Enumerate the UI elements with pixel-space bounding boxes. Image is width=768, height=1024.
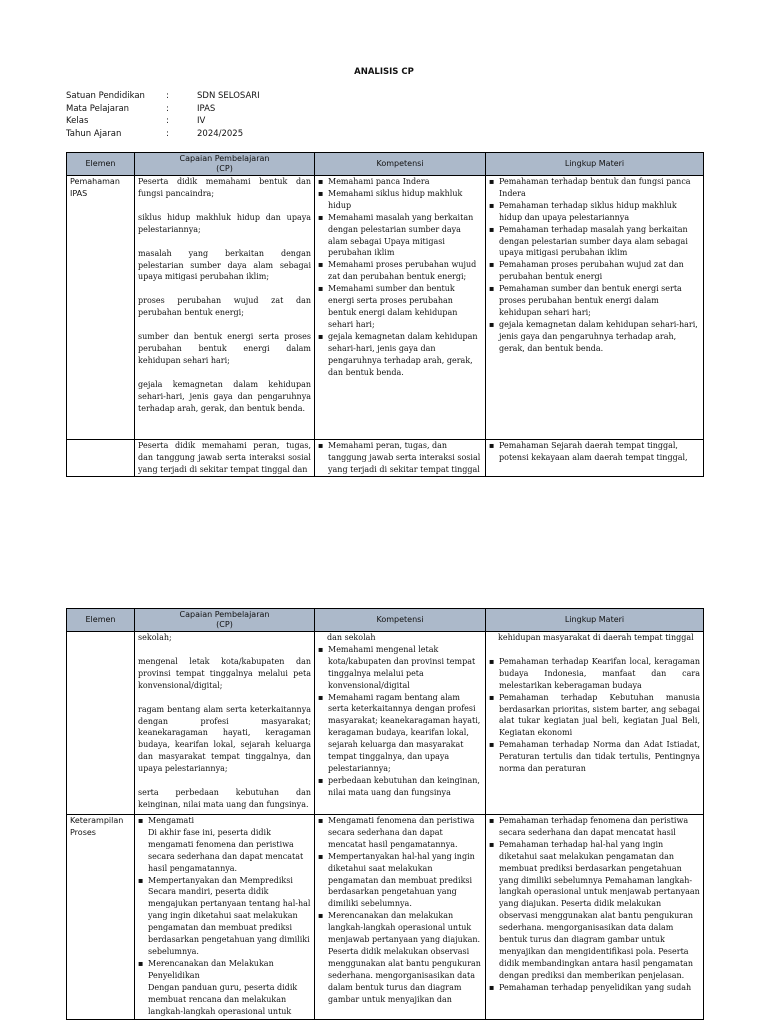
- blank-line: [489, 644, 700, 656]
- list-item: ▪ Pemahaman terhadap fenomena dan peristiwa secara sederhana dan dapat mencatat hasil: [498, 815, 700, 839]
- list-item: ▪ Pemahaman proses perubahan wujud zat dan perubahan bentuk energi: [498, 259, 700, 283]
- meta-row-mapel: [66, 103, 260, 116]
- header-cp: [135, 609, 315, 632]
- list-item: ▪ gejala kemagnetan dalam kehidupan sehari-hari, jenis gaya dan pengaruhnya terhadap arah, gerak, dan bentuk benda.: [498, 319, 700, 355]
- blank-line: [138, 283, 311, 295]
- list-item: ▪ Memahami proses perubahan wujud zat dan perubahan bentuk energi;: [327, 259, 482, 283]
- list-item: ▪ Memahami panca Indera: [327, 176, 482, 188]
- header-cp-line2: (CP): [216, 620, 233, 629]
- cp-paragraph: proses perubahan wujud zat dan perubahan bentuk energi;: [138, 296, 311, 318]
- elemen-cell: [67, 632, 135, 815]
- lingkup-cell: [486, 632, 704, 815]
- header-cp: [135, 153, 315, 176]
- blank-line: [138, 367, 311, 379]
- identity-block: [66, 90, 260, 140]
- meta-row-kelas: [66, 115, 260, 128]
- meta-value: IV: [197, 116, 206, 126]
- header-kompetensi: Kompetensi: [315, 609, 486, 632]
- lingkup-list: [489, 656, 700, 775]
- kompetensi-list: [318, 440, 482, 476]
- cp-item-body: Dengan panduan guru, peserta didik membuat rencana dan melakukan langkah-langkah operasional untuk: [148, 982, 298, 1016]
- analysis-table-page-1: [66, 152, 704, 477]
- meta-colon: :: [166, 128, 169, 139]
- meta-row-satuan: [66, 90, 260, 103]
- list-item: ▪ perbedaan kebutuhan dan keinginan, nilai mata uang dan fungsinya: [327, 775, 482, 799]
- header-lingkup: Lingkup Materi: [486, 153, 704, 176]
- cp-paragraph: sekolah;: [138, 633, 172, 642]
- kompetensi-cell: [315, 815, 486, 1020]
- list-item: ▪ Mengamati fenomena dan peristiwa secara sederhana dan dapat mencatat hasil pengamatannya.: [327, 815, 482, 851]
- lingkup-continuation: kehidupan masyarakat di daerah tempat tinggal: [498, 633, 694, 642]
- cp-paragraph: masalah yang berkaitan dengan pelestarian sumber daya alam sebagai upaya mitigasi perubahan iklim;: [138, 248, 311, 282]
- cp-item-head: ▪ Mengamati: [148, 816, 195, 825]
- cp-paragraph: sumber dan bentuk energi serta proses perubahan bentuk energi dalam kehidupan sehari hari;: [138, 332, 311, 365]
- cp-item-body: Secara mandiri, peserta didik mengajukan pertanyaan tentang hal-hal yang ingin diketahui saat melakukan pengamatan dan membuat prediksi berdasarkan pengetahuan yang dimiliki sebelumnya.: [148, 887, 311, 956]
- table-row: [67, 440, 704, 477]
- meta-row-tahun: [66, 128, 260, 141]
- meta-label: Mata Pelajaran: [66, 103, 130, 114]
- blank-line: [138, 319, 311, 331]
- cp-cell: [135, 176, 315, 440]
- cp-paragraph: mengenal letak kota/kabupaten dan provinsi tempat tinggalnya melalui peta konvensional/digital;: [138, 656, 311, 690]
- kompetensi-continuation: dan sekolah: [327, 633, 376, 642]
- cp-paragraph: siklus hidup makhluk hidup dan upaya pelestariannya;: [138, 212, 311, 234]
- lingkup-cell: [486, 815, 704, 1020]
- lingkup-clip: [489, 815, 700, 1019]
- meta-colon: :: [166, 91, 169, 101]
- cp-paragraph: Peserta didik memahami peran, tugas, dan tanggung jawab serta interaksi sosial yang terjadi di sekitar tempat tinggal dan: [138, 441, 311, 474]
- lingkup-cell: [486, 176, 704, 440]
- cp-cell: [135, 632, 315, 815]
- lingkup-list: [489, 176, 700, 355]
- list-item: ▪ Pemahaman Sejarah daerah tempat tinggal, potensi kekayaan alam daerah tempat tinggal,: [498, 440, 700, 464]
- cp-paragraph: Peserta didik memahami bentuk dan fungsi pancaindra;: [138, 177, 311, 198]
- cp-item-body: Di akhir fase ini, peserta didik mengamati fenomena dan peristiwa secara sederhana dan dapat mencatat hasil pengamatannya.: [148, 827, 304, 873]
- blank-line: [138, 775, 311, 787]
- meta-label: Tahun Ajaran: [66, 128, 122, 139]
- cp-clip: [138, 815, 311, 1019]
- list-item: ▪ Pemahaman terhadap hal-hal yang ingin diketahui saat melakukan pengamatan dan membuat prediksi berdasarkan pengetahuan yang dimiliki sebelumnya Pemahaman langkah-langkah operasional untuk menjawab pertanyaan yang diajukan. Peserta didik melakukan observasi menggunakan alat bantu pengukuran sederhana. mengorganisasikan data dalam bentuk turus dan diagram gambar untuk menyajikan dan mengidentifikasi pola. Peserta didik membandingkan antara hasil pengamatan dengan prediksi dan memberikan penjelasan.: [498, 839, 700, 982]
- list-item: ▪ Memahami mengenal letak kota/kabupaten dan provinsi tempat tinggalnya melalui peta konvensional/digital: [327, 644, 482, 692]
- elemen-cell: [67, 440, 135, 477]
- list-item: ▪ Memahami ragam bentang alam serta keterkaitannya dengan profesi masyarakat; keanekaragaman hayati, keragaman budaya, kearifan lokal, sejarah keluarga dan masyarakat tempat tinggalnya, dan upaya pelestariannya;: [327, 692, 482, 775]
- cp-paragraph: ragam bentang alam serta keterkaitannya dengan profesi masyarakat; keanekaragaman hayati, keragaman budaya, kearifan lokal, sejarah keluarga dan masyarakat tempat tinggalnya, dan upaya pelestariannya;: [138, 704, 311, 774]
- cp-list: [138, 815, 311, 1017]
- meta-value: SDN SELOSARI: [197, 91, 260, 101]
- header-elemen: Elemen: [67, 153, 135, 176]
- table-row: [67, 632, 704, 815]
- list-item: ▪ Memahami masalah yang berkaitan dengan pelestarian sumber daya alam sebagai Upaya mitigasi perubahan iklim: [327, 212, 482, 260]
- cp-item-head: ▪ Merencanakan dan Melakukan Penyelidikan: [148, 958, 274, 980]
- blank-line: [138, 236, 311, 248]
- table-row: [67, 815, 704, 1020]
- header-cp-line1: Capaian Pembelajaran: [179, 610, 270, 619]
- kompetensi-clip: [318, 815, 482, 1019]
- list-item: ▪ Merencanakan dan melakukan langkah-langkah operasional untuk menjawab pertanyaan yang diajukan. Peserta didik melakukan observasi menggunakan alat bantu pengukuran sederhana. mengorganisasikan data dalam bentuk turus dan diagram gambar untuk menyajikan dan: [327, 910, 482, 1005]
- header-kompetensi: Kompetensi: [315, 153, 486, 176]
- list-item: ▪ Pemahaman terhadap Kearifan local, keragaman budaya Indonesia, manfaat dan cara melestarikan keberagaman budaya: [498, 656, 700, 692]
- table-header-row: [67, 609, 704, 632]
- cp-item-head: ▪ Mempertanyakan dan Memprediksi: [148, 875, 293, 885]
- list-item: ▪ Memahami sumber dan bentuk energi serta proses perubahan bentuk energi dalam kehidupan sehari hari;: [327, 283, 482, 331]
- kompetensi-cell: [315, 440, 486, 477]
- list-item: [147, 815, 311, 875]
- list-item: ▪ Pemahaman terhadap penyelidikan yang sudah: [498, 982, 700, 994]
- list-item: ▪ gejala kemagnetan dalam kehidupan sehari-hari, jenis gaya dan pengaruhnya terhadap arah, gerak, dan bentuk benda.: [327, 331, 482, 379]
- cp-paragraph: gejala kemagnetan dalam kehidupan sehari-hari, jenis gaya dan pengaruhnya terhadap arah, gerak, dan bentuk benda.: [138, 379, 311, 413]
- meta-label: Kelas: [66, 116, 89, 126]
- cp-cell: [135, 440, 315, 477]
- list-item: ▪ Pemahaman terhadap siklus hidup makhluk hidup dan upaya pelestariannya: [498, 200, 700, 224]
- document-title: ANALISIS CP: [354, 67, 414, 77]
- list-item: ▪ Memahami peran, tugas, dan tanggung jawab serta interaksi sosial yang terjadi di sekitar tempat tinggal: [327, 440, 482, 476]
- header-elemen: Elemen: [67, 609, 135, 632]
- kompetensi-cell: [315, 176, 486, 440]
- list-item: [147, 875, 311, 958]
- meta-colon: :: [166, 103, 169, 114]
- blank-line: [138, 644, 311, 656]
- kompetensi-list: [318, 176, 482, 378]
- header-cp-line1: Capaian Pembelajaran: [179, 154, 270, 163]
- kompetensi-cell: [315, 632, 486, 815]
- list-item: [147, 958, 311, 1018]
- list-item: ▪ Pemahaman terhadap bentuk dan fungsi panca Indera: [498, 176, 700, 200]
- blank-line: [138, 200, 311, 212]
- header-cp-line2: (CP): [216, 164, 233, 173]
- analysis-table-page-2: [66, 608, 704, 1020]
- table-header-row: [67, 153, 704, 176]
- elemen-cell: Pemahaman IPAS: [67, 176, 135, 440]
- lingkup-list: [489, 440, 700, 464]
- elemen-cell: Keterampilan Proses: [67, 815, 135, 1020]
- cp-cell: [135, 815, 315, 1020]
- meta-label: Satuan Pendidikan: [66, 91, 145, 101]
- table-row: [67, 176, 704, 440]
- document-page-1: [0, 0, 768, 506]
- kompetensi-clip: [318, 440, 482, 476]
- blank-line: [138, 692, 311, 704]
- list-item: ▪ Mempertanyakan hal-hal yang ingin diketahui saat melakukan pengamatan dan membuat prediksi berdasarkan pengetahuan yang dimiliki sebelumnya.: [327, 851, 482, 911]
- header-lingkup: Lingkup Materi: [486, 609, 704, 632]
- list-item: ▪ Pemahaman sumber dan bentuk energi serta proses perubahan bentuk energi dalam kehidupan sehari hari;: [498, 283, 700, 319]
- lingkup-list: [489, 815, 700, 994]
- kompetensi-list: [318, 644, 482, 799]
- kompetensi-list: [318, 815, 482, 1006]
- document-page-2: [0, 506, 768, 1024]
- list-item: ▪ Memahami siklus hidup makhluk hidup: [327, 188, 482, 212]
- cp-paragraph: serta perbedaan kebutuhan dan keinginan, nilai mata uang dan fungsinya.: [138, 788, 311, 809]
- lingkup-cell: [486, 440, 704, 477]
- list-item: ▪ Pemahaman terhadap Kebutuhan manusia berdasarkan prioritas, sistem barter, ang sebagai alat tukar kegiatan jual beli, kegiatan Jual Beli, Kegiatan ekonomi: [498, 692, 700, 740]
- meta-value: IPAS: [197, 103, 216, 114]
- list-item: ▪ Pemahaman terhadap masalah yang berkaitan dengan pelestarian sumber daya alam sebagai upaya mitigasi perubahan iklim: [498, 224, 700, 260]
- meta-colon: :: [166, 116, 169, 126]
- list-item: ▪ Pemahaman terhadap Norma dan Adat Istiadat, Peraturan tertulis dan tidak tertulis, Pentingnya norma dan peraturan: [498, 739, 700, 775]
- meta-value: 2024/2025: [197, 128, 244, 139]
